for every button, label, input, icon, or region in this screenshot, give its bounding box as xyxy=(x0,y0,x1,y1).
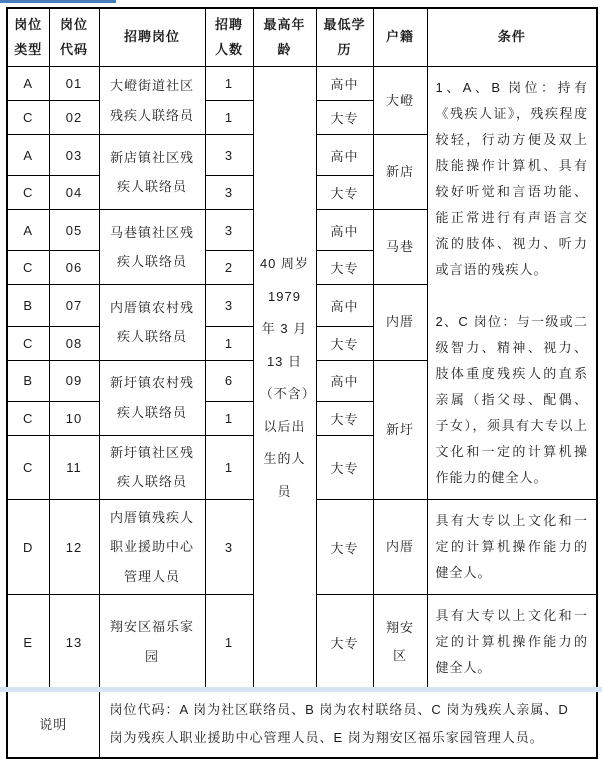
cell-education: 高中 xyxy=(316,67,373,101)
table-header-row xyxy=(7,8,597,67)
cell-position: 内厝镇残疾人职业援助中心管理人员 xyxy=(99,500,205,595)
cell-code: 04 xyxy=(49,176,99,210)
cell-education: 大专 xyxy=(316,101,373,135)
cell-type: A xyxy=(7,210,49,251)
cell-count: 1 xyxy=(205,101,253,135)
cell-type: C xyxy=(7,435,49,500)
cell-count: 6 xyxy=(205,360,253,401)
top-accent-bar xyxy=(0,0,116,3)
bottom-accent-bar xyxy=(0,687,602,692)
cell-hukou: 内厝 xyxy=(373,500,427,595)
cell-count: 1 xyxy=(205,401,253,435)
cell-education: 大专 xyxy=(316,500,373,595)
cell-position: 马巷镇社区残疾人联络员 xyxy=(99,210,205,285)
cell-condition-d: 具有大专以上文化和一定的计算机操作能力的健全人。 xyxy=(427,500,597,595)
cell-code: 09 xyxy=(49,360,99,401)
table-row xyxy=(7,67,597,101)
cell-code: 03 xyxy=(49,135,99,176)
cell-position: 新店镇社区残疾人联络员 xyxy=(99,135,205,210)
cell-hukou: 马巷 xyxy=(373,210,427,285)
header-hukou: 户籍 xyxy=(373,8,427,67)
cell-code: 05 xyxy=(49,210,99,251)
cell-count: 1 xyxy=(205,326,253,360)
cell-code: 06 xyxy=(49,251,99,285)
cell-count: 3 xyxy=(205,500,253,595)
cell-type: C xyxy=(7,176,49,210)
cell-count: 3 xyxy=(205,176,253,210)
header-max-age: 最高年龄 xyxy=(253,8,316,67)
cell-code: 01 xyxy=(49,67,99,101)
cell-code: 07 xyxy=(49,285,99,326)
header-position-code: 岗位代码 xyxy=(49,8,99,67)
cell-type: A xyxy=(7,67,49,101)
header-conditions: 条件 xyxy=(427,8,597,67)
cell-code: 02 xyxy=(49,101,99,135)
cell-type: C xyxy=(7,101,49,135)
cell-condition-abc xyxy=(427,67,597,500)
cell-count: 1 xyxy=(205,435,253,500)
cell-count: 3 xyxy=(205,210,253,251)
cell-position: 翔安区福乐家园 xyxy=(99,595,205,690)
cell-condition-e: 具有大专以上文化和一定的计算机操作能力的健全人。 xyxy=(427,595,597,690)
cell-type: E xyxy=(7,595,49,690)
cell-education: 高中 xyxy=(316,285,373,326)
cell-education: 大专 xyxy=(316,595,373,690)
header-position-name: 招聘岗位 xyxy=(99,8,205,67)
cell-count: 3 xyxy=(205,285,253,326)
cell-type: B xyxy=(7,285,49,326)
cell-count: 3 xyxy=(205,135,253,176)
cell-code: 10 xyxy=(49,401,99,435)
recruitment-table xyxy=(6,7,598,759)
note-text: 岗位代码：A 岗为社区联络员、B 岗为农村联络员、C 岗为残疾人亲属、D 岗为残疾人职业援助中心管理人员、E 岗为翔安区福乐家园管理人员。 xyxy=(99,690,597,758)
cell-education: 大专 xyxy=(316,326,373,360)
cell-hukou: 新店 xyxy=(373,135,427,210)
cell-position: 大嶝街道社区残疾人联络员 xyxy=(99,67,205,135)
cell-count: 1 xyxy=(205,595,253,690)
cell-hukou: 大嶝 xyxy=(373,67,427,135)
header-position-type: 岗位类型 xyxy=(7,8,49,67)
cell-code: 08 xyxy=(49,326,99,360)
header-min-education: 最低学历 xyxy=(316,8,373,67)
cell-education: 高中 xyxy=(316,210,373,251)
cell-education: 高中 xyxy=(316,360,373,401)
cell-count: 2 xyxy=(205,251,253,285)
cell-max-age: 40 周岁 1979 年 3 月 13 日（不含）以后出生的人员 xyxy=(253,67,316,690)
cell-education: 大专 xyxy=(316,176,373,210)
cell-type: C xyxy=(7,401,49,435)
cell-type: A xyxy=(7,135,49,176)
cell-type: D xyxy=(7,500,49,595)
cell-position: 新圩镇社区残疾人联络员 xyxy=(99,435,205,500)
note-label: 说明 xyxy=(7,690,99,758)
condition-ab-text: 1、A、B 岗位：持有《残疾人证》，残疾程度较轻，行动方便及双上肢能操作计算机、具有较好听觉和言语功能、能正常进行有声语言交流的肢体、视力、听力或言语的残疾人。 xyxy=(435,80,588,278)
cell-hukou: 内厝 xyxy=(373,285,427,360)
note-row xyxy=(7,690,597,758)
header-headcount: 招聘人数 xyxy=(205,8,253,67)
cell-education: 大专 xyxy=(316,401,373,435)
cell-education: 大专 xyxy=(316,435,373,500)
cell-hukou: 翔安区 xyxy=(373,595,427,690)
cell-education: 高中 xyxy=(316,135,373,176)
cell-position: 内厝镇农村残疾人联络员 xyxy=(99,285,205,360)
cell-code: 13 xyxy=(49,595,99,690)
condition-c-text: 2、C 岗位：与一级或二级智力、精神、视力、肢体重度残疾人的直系亲属（指父母、配偶、子女），须具有大专以上文化和一定的计算机操作能力的健全人。 xyxy=(435,314,588,486)
cell-hukou: 新圩 xyxy=(373,360,427,500)
cell-position: 新圩镇农村残疾人联络员 xyxy=(99,360,205,435)
cell-code: 11 xyxy=(49,435,99,500)
cell-type: B xyxy=(7,360,49,401)
cell-type: C xyxy=(7,251,49,285)
cell-education: 大专 xyxy=(316,251,373,285)
cell-type: C xyxy=(7,326,49,360)
cell-count: 1 xyxy=(205,67,253,101)
cell-code: 12 xyxy=(49,500,99,595)
